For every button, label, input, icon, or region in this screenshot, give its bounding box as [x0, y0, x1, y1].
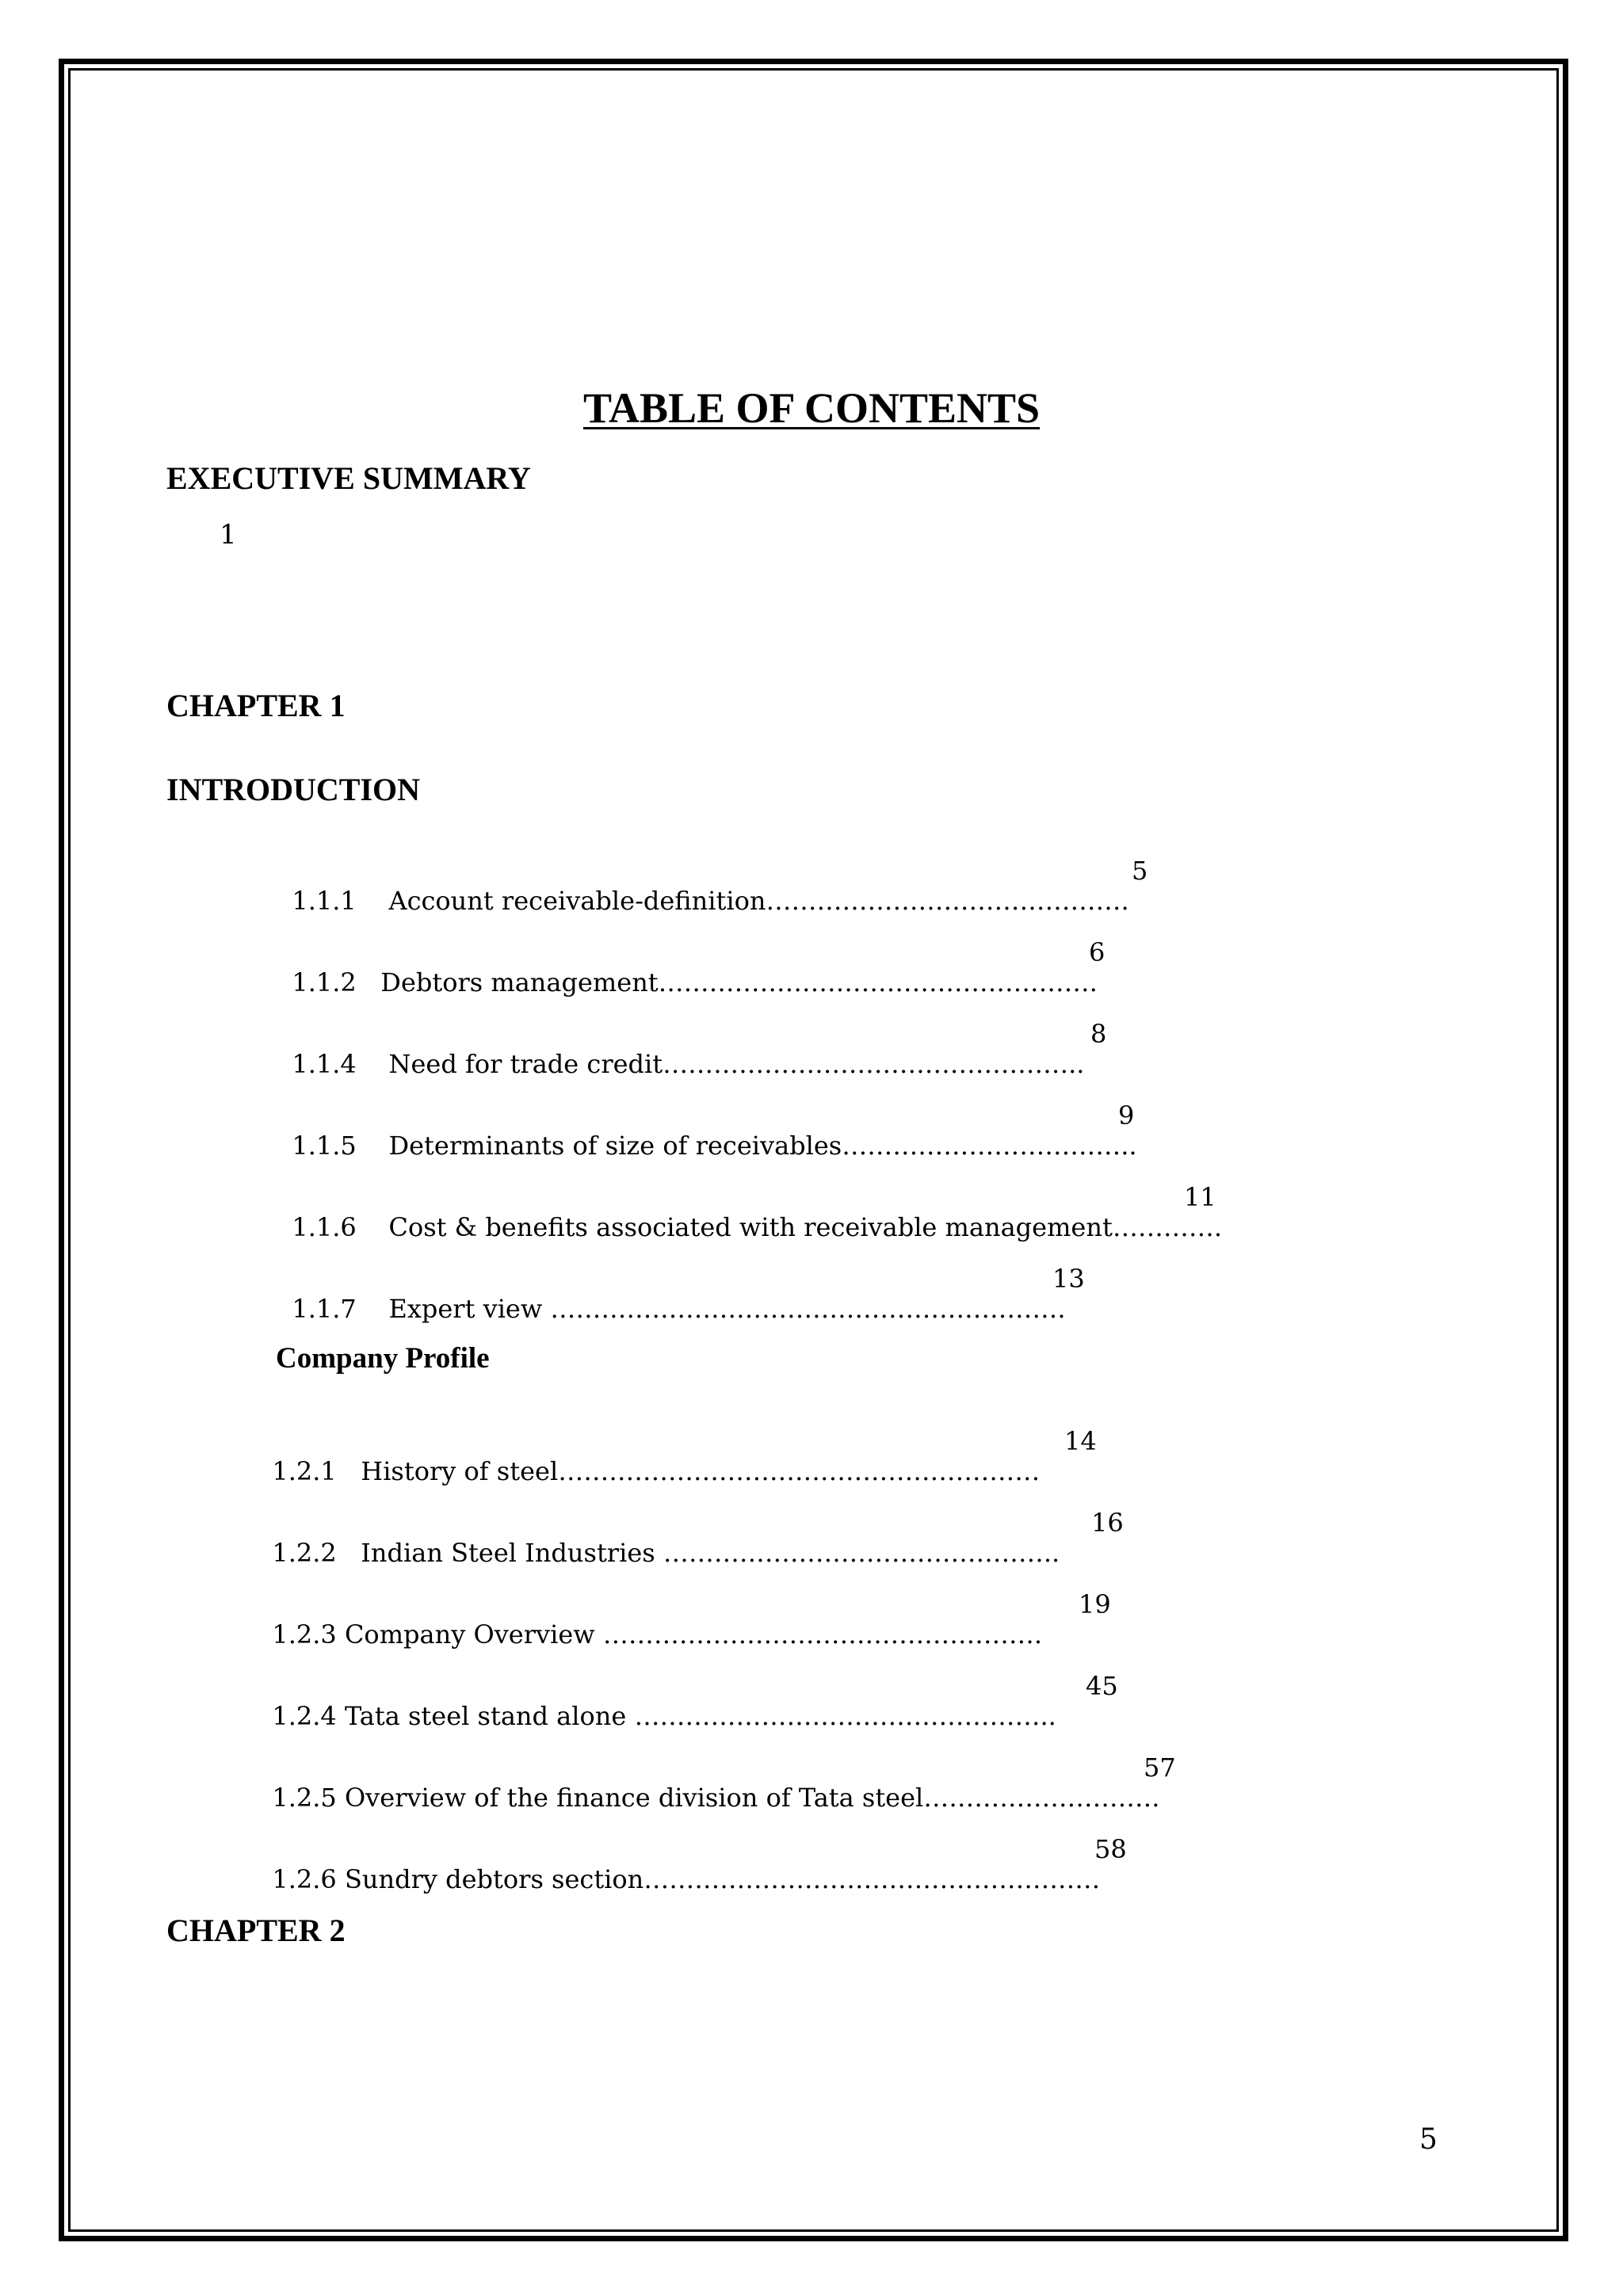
toc-entry-number: 1.1.4 [292, 1049, 357, 1079]
toc-entry-page: 57 [1144, 1753, 1176, 1783]
toc-entry-text: Determinants of size of receivables…………………………….. [388, 1131, 1137, 1161]
toc-entry[interactable] [256, 1671, 1118, 1761]
executive-summary-page: 1 [220, 519, 237, 551]
toc-entry-text: Need for trade credit………………………………………….. [388, 1049, 1085, 1079]
toc-entry-page: 58 [1094, 1834, 1127, 1864]
toc-entry-text: Company Overview ……………………………………………. [344, 1619, 1042, 1650]
toc-entry-page: 45 [1086, 1671, 1118, 1701]
toc-entry[interactable] [276, 1264, 1085, 1354]
toc-entry[interactable] [256, 1589, 1111, 1680]
toc-entry-number: 1.1.7 [292, 1294, 357, 1324]
toc-entry-number: 1.2.2 [272, 1538, 337, 1568]
toc-entry-number: 1.1.1 [292, 886, 357, 916]
toc-entry-number: 1.1.2 [292, 967, 357, 997]
toc-entry-page: 5 [1132, 856, 1148, 886]
toc-entry-page: 16 [1091, 1508, 1124, 1538]
toc-entry-text: Account receivable-definition……………………………………. [388, 886, 1129, 916]
toc-title: TABLE OF CONTENTS [582, 384, 1041, 432]
toc-entry[interactable] [276, 937, 1106, 1028]
toc-entry-number: 1.2.5 [272, 1783, 337, 1813]
page-number: 5 [1419, 2123, 1438, 2156]
toc-entry-page: 8 [1090, 1019, 1107, 1049]
toc-entry-text: Overview of the finance division of Tata steel………………………. [344, 1783, 1160, 1813]
toc-entry-number: 1.2.4 [272, 1701, 337, 1731]
toc-entry-page: 13 [1052, 1264, 1085, 1294]
toc-entry[interactable] [276, 1100, 1137, 1191]
toc-entry[interactable] [256, 1426, 1097, 1516]
introduction-heading: INTRODUCTION [166, 772, 421, 807]
toc-entry-text: History of steel………………………………………………… [361, 1456, 1041, 1486]
toc-entry-number: 1.2.1 [272, 1456, 337, 1486]
toc-entry[interactable] [276, 1182, 1222, 1272]
toc-entry-page: 9 [1118, 1100, 1135, 1131]
toc-entry-text: Cost & benefits associated with receivable management…………. [388, 1212, 1222, 1242]
toc-entry-page: 14 [1064, 1426, 1097, 1456]
toc-entry[interactable] [256, 1508, 1124, 1598]
toc-entry-page: 6 [1089, 937, 1106, 967]
toc-entry-number: 1.1.6 [292, 1212, 357, 1242]
toc-entry[interactable] [276, 856, 1148, 946]
toc-entry[interactable] [276, 1019, 1107, 1109]
toc-entry-number: 1.1.5 [292, 1131, 357, 1161]
toc-entry-page: 19 [1079, 1589, 1111, 1619]
chapter-2-heading: CHAPTER 2 [166, 1913, 346, 1948]
toc-entry-text: Tata steel stand alone ………………………………………….. [344, 1701, 1056, 1731]
chapter-1-heading: CHAPTER 1 [166, 688, 346, 723]
toc-entry[interactable] [256, 1753, 1176, 1843]
toc-entry-text: Indian Steel Industries ……………………………………….. [361, 1538, 1060, 1568]
toc-entry-page: 11 [1184, 1182, 1216, 1212]
toc-entry-text: Expert view ……………………………………………………. [388, 1294, 1066, 1324]
toc-entry-text: Sundry debtors section……………………………………………… [344, 1864, 1101, 1894]
executive-summary-heading: EXECUTIVE SUMMARY [166, 460, 531, 496]
toc-entry-text: Debtors management……………………………………………. [380, 967, 1098, 997]
toc-entry-number: 1.2.3 [272, 1619, 337, 1650]
toc-entry[interactable] [256, 1834, 1127, 1924]
company-profile-heading: Company Profile [276, 1342, 490, 1375]
toc-entry-number: 1.2.6 [272, 1864, 337, 1894]
